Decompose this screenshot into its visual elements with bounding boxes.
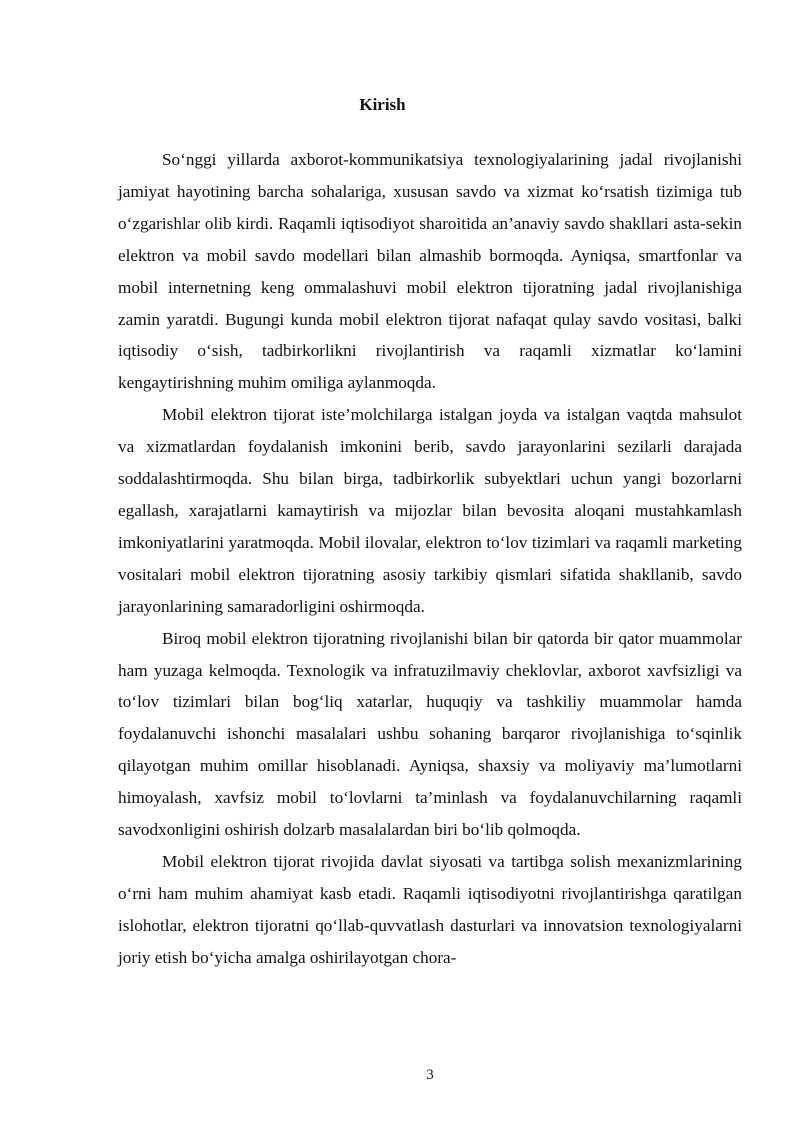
paragraph-3: Biroq mobil elektron tijoratning rivojlanishi bilan bir qatorda bir qator muammolar ham yuzaga kelmoqda. Texnologik va infratuzilmaviy cheklovlar, axborot xavfsizligi va to‘lov tizimlari bilan bog‘liq xatarlar, huquqiy va tashkiliy muammolar hamda foydalanuvchi ishonchi masalalari ushbu sohaning barqaror rivojlanishiga to‘sqinlik qilayotgan muhim omillar hisoblanadi. Ayniqsa, shaxsiy va moliyaviy ma’lumotlarni himoyalash, xavfsiz mobil to‘lovlarni ta’minlash va foydalanuvchilarning raqamli savodxonligini oshirish dolzarb masalalardan biri bo‘lib qolmoqda. [118,628,742,840]
paragraph-1: So‘nggi yillarda axborot-kommunikatsiya texnologiyalarining jadal rivojlanishi jamiyat hayotining barcha sohalariga, xususan savdo va xizmat ko‘rsatish tizimiga tub o‘zgarishlar olib kirdi. Raqamli iqtisodiyot sharoitida an’anaviy savdo shakllari asta-sekin elektron va mobil savdo modellari bilan almashib bormoqda. Ayniqsa, smartfonlar va mobil internetning keng ommalashuvi mobil elektron tijoratning jadal rivojlanishiga zamin yaratdi. Bugungi kunda mobil elektron tijorat nafaqat qulay savdo vositasi, balki iqtisodiy o‘sish, tadbirkorlikni rivojlantirish va raqamli xizmatlar ko‘lamini kengaytirishning muhim omiliga aylanmoqda. [118,150,742,393]
body-text [118,144,742,974]
page-number: 3 [426,1067,434,1083]
paragraph-4: Mobil elektron tijorat rivojida davlat siyosati va tartibga solish mexanizmlarining o‘rni ham muhim ahamiyat kasb etadi. Raqamli iqtisodiyotni rivojlantirishga qaratilgan islohotlar, elektron tijoratni qo‘llab-quvvatlash dasturlari va innovatsion texnologiyalarni joriy etish bo‘yicha amalga oshirilayotgan chora- [118,851,742,967]
paragraph-2: Mobil elektron tijorat iste’molchilarga istalgan joyda va istalgan vaqtda mahsulot va xizmatlardan foydalanish imkonini berib, savdo jarayonlarini sezilarli darajada soddalashtirmoqda. Shu bilan birga, tadbirkorlik subyektlari uchun yangi bozorlarni egallash, xarajatlarni kamaytirish va mijozlar bilan bevosita aloqani mustahkamlash imkoniyatlarini yaratmoqda. Mobil ilovalar, elektron to‘lov tizimlari va raqamli marketing vositalari mobil elektron tijoratning asosiy tarkibiy qismlari sifatida shakllanib, savdo jarayonlarining samaradorligini oshirmoqda. [118,405,742,616]
section-title: Kirish [359,95,406,114]
